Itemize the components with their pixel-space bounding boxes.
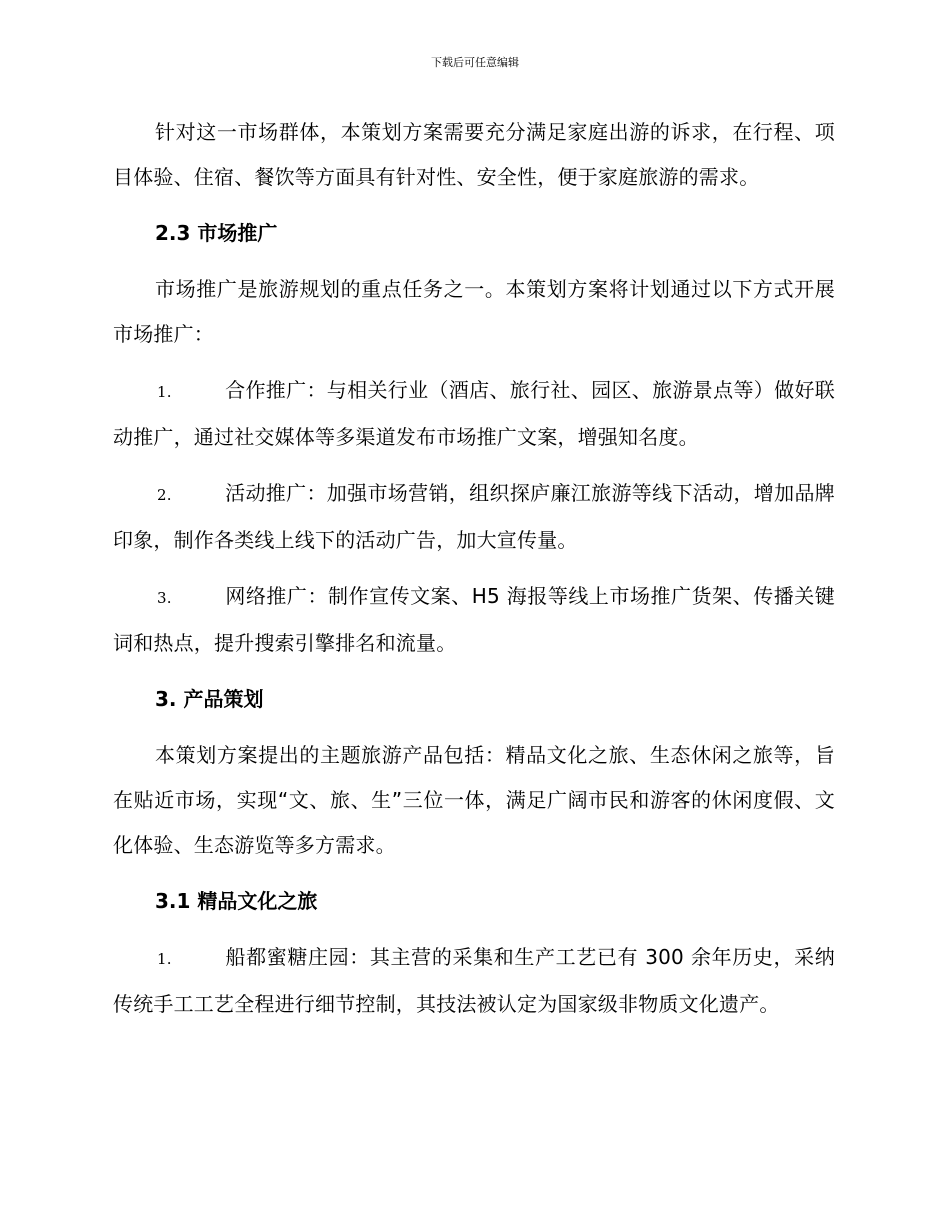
paragraph-target-market: 针对这一市场群体，本策划方案需要充分满足家庭出游的诉求，在行程、项目体验、住宿、餐饮等方面具有针对性、安全性，便于家庭旅游的需求。 [113, 120, 835, 189]
list-item-text: 网络推广：制作宣传文案、H5 海报等线上市场推广货架、传播关键词和热点，提升搜索引擎排名和流量。 [113, 584, 835, 655]
document-body [113, 110, 835, 1038]
list-item [113, 471, 835, 563]
list-item-text: 船都蜜糖庄园：其主营的采集和生产工艺已有 300 余年历史，采纳传统手工工艺全程进行细节控制，其技法被认定为国家级非物质文化遗产。 [113, 945, 835, 1016]
list-item [113, 368, 835, 460]
page-header: 下载后可任意编辑 [431, 56, 519, 69]
paragraph-market-promotion: 市场推广是旅游规划的重点任务之一。本策划方案将计划通过以下方式开展市场推广： [113, 277, 835, 346]
list-item-text: 合作推广：与相关行业（酒店、旅行社、园区、旅游景点等）做好联动推广，通过社交媒体等多渠道发布市场推广文案，增强知名度。 [113, 378, 835, 449]
list-item-number: 1. [157, 950, 172, 968]
section-heading-3-1: 3.1 精品文化之旅 [155, 889, 318, 913]
paragraph-product-planning: 本策划方案提出的主题旅游产品包括：精品文化之旅、生态休闲之旅等，旨在贴近市场，实现“文、旅、生”三位一体，满足广阔市民和游客的休闲度假、文化体验、生态游览等多方需求。 [113, 743, 835, 857]
section-heading-2-3: 2.3 市场推广 [155, 221, 278, 245]
list-item-number: 3. [157, 589, 172, 607]
list-item-number: 1. [157, 383, 172, 401]
list-item [113, 574, 835, 666]
list-item-number: 2. [157, 486, 172, 504]
list-item [113, 935, 835, 1027]
list-item-text: 活动推广：加强市场营销，组织探庐廉江旅游等线下活动，增加品牌印象，制作各类线上线下的活动广告，加大宣传量。 [113, 481, 835, 552]
section-heading-3: 3. 产品策划 [155, 687, 264, 711]
